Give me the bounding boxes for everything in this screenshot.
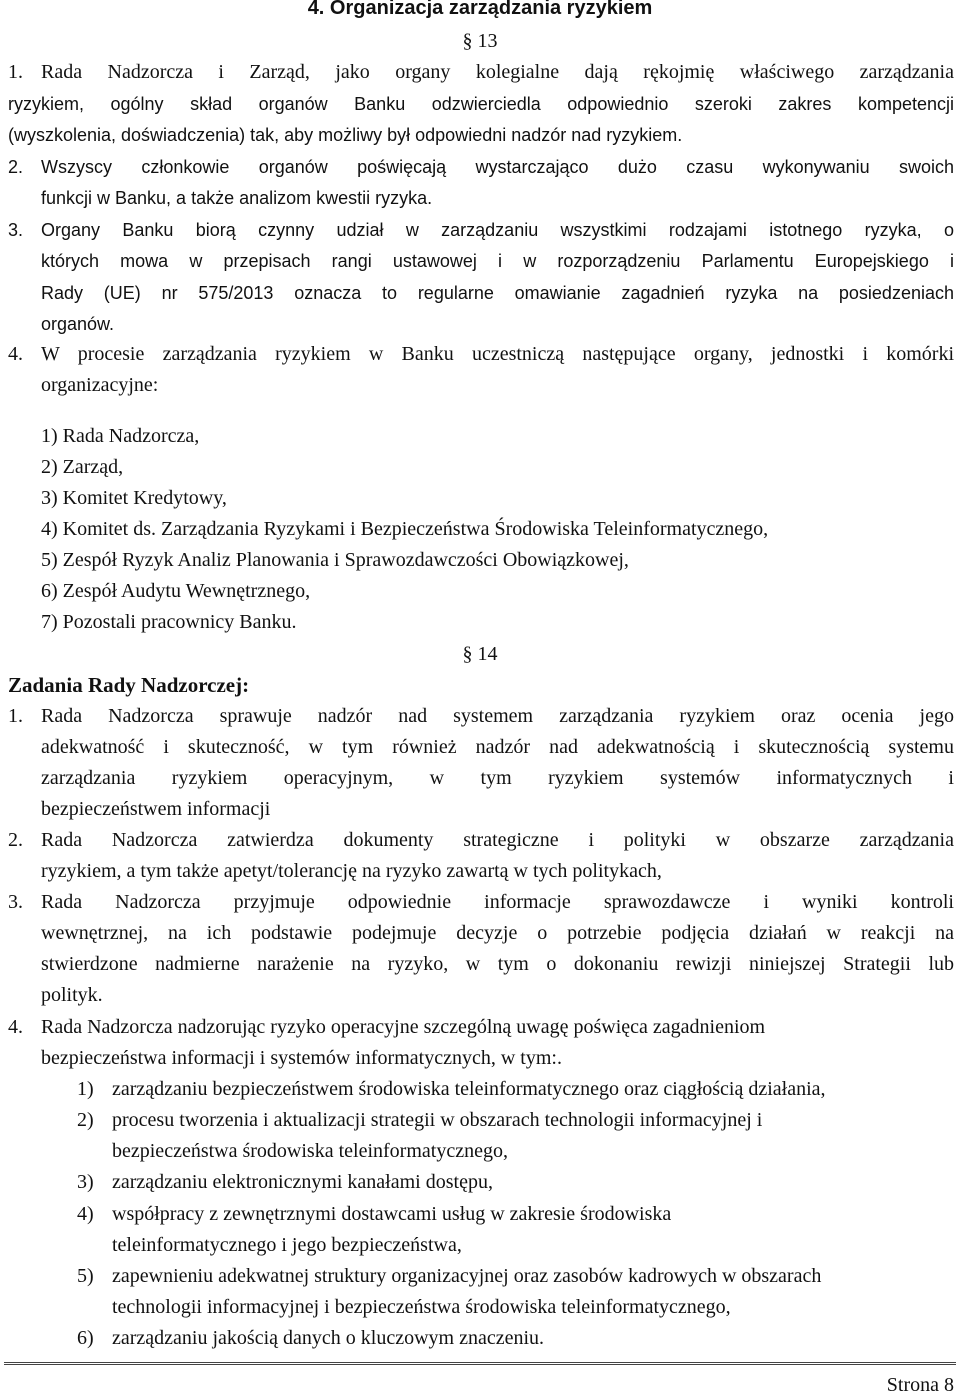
sublist-number: 5) xyxy=(77,1265,94,1287)
sublist-item: zapewnieniu adekwatnej struktury organizacyjnej oraz zasobów kadrowych w obszarach xyxy=(112,1265,822,1287)
page-number-label: Strona 8 xyxy=(886,1374,954,1396)
paragraph-line: adekwatność i skuteczność, w tym również nadzór nad adekwatnością i skutecznością systemu xyxy=(41,736,954,758)
paragraph-line: Rada Nadzorcza zatwierdza dokumenty strategiczne i polityki w obszarze zarządzania xyxy=(41,829,954,851)
paragraph-line: Rada Nadzorcza i Zarząd, jako organy kolegialne dają rękojmię właściwego zarządzania xyxy=(41,61,954,83)
list-item: 2) Zarząd, xyxy=(41,456,124,478)
sublist-item: zarządzaniu elektronicznymi kanałami dostępu, xyxy=(112,1171,493,1193)
list-item: 7) Pozostali pracownicy Banku. xyxy=(41,611,297,633)
paragraph-line: zarządzania ryzykiem operacyjnym, w tym ryzykiem systemów informatycznych i xyxy=(41,767,954,789)
sublist-item: technologii informacyjnej i bezpieczeństwa środowiska teleinformatycznego, xyxy=(112,1296,731,1318)
sublist-item: zarządzaniu jakością danych o kluczowym znaczeniu. xyxy=(112,1327,545,1349)
paragraph-number: 1. xyxy=(8,705,23,727)
page-title: 4. Organizacja zarządzania ryzykiem xyxy=(307,0,653,19)
section-number-13: § 13 xyxy=(462,30,498,52)
paragraph-number: 2. xyxy=(8,829,23,851)
list-item: 1) Rada Nadzorcza, xyxy=(41,425,200,447)
sublist-number: 6) xyxy=(77,1327,94,1349)
sublist-item: teleinformatycznego i jego bezpieczeństwa, xyxy=(112,1234,462,1256)
sublist-number: 3) xyxy=(77,1171,94,1193)
paragraph-line: stwierdzone nadmierne narażenie na ryzyko, w tym o dokonaniu rewizji niniejszej Strategii lub xyxy=(41,953,954,975)
paragraph-line: Rada Nadzorcza sprawuje nadzór nad systemem zarządzania ryzykiem oraz ocenia jego xyxy=(41,705,954,727)
paragraph-number: 2. xyxy=(8,157,24,177)
paragraph-line: organów. xyxy=(41,314,115,334)
paragraph-line: funkcji w Banku, a także analizom kwestii ryzyka. xyxy=(41,188,433,208)
paragraph-number: 4. xyxy=(8,1016,23,1038)
list-item: 4) Komitet ds. Zarządzania Ryzykami i Bezpieczeństwa Środowiska Teleinformatycznego, xyxy=(41,518,769,540)
paragraph-line: ryzykiem, a tym także apetyt/tolerancję na ryzyko zawartą w tych politykach, xyxy=(41,860,662,882)
paragraph-line: bezpieczeństwa informacji i systemów informatycznych, w tym:. xyxy=(41,1047,562,1069)
paragraph-line: polityk. xyxy=(41,984,103,1006)
paragraph-line: ryzykiem, ogólny skład organów Banku odzwierciedla odpowiednio szeroki zakres kompetencji xyxy=(8,94,954,114)
sublist-number: 1) xyxy=(77,1078,94,1100)
paragraph-line: organizacyjne: xyxy=(41,374,159,396)
section-number-14: § 14 xyxy=(462,643,498,665)
sublist-number: 2) xyxy=(77,1109,94,1131)
paragraph-line: których mowa w przepisach rangi ustawowej i w rozporządzeniu Parlamentu Europejskiego i xyxy=(41,251,954,271)
sublist-item: procesu tworzenia i aktualizacji strategii w obszarach technologii informacyjnej i xyxy=(112,1109,763,1131)
paragraph-number: 4. xyxy=(8,343,23,365)
paragraph-line: Rady (UE) nr 575/2013 oznacza to regularne omawianie zagadnień ryzyka na posiedzeniach xyxy=(41,283,954,303)
paragraph-number: 1. xyxy=(8,61,23,83)
section-heading: Zadania Rady Nadzorczej: xyxy=(8,673,250,697)
paragraph-line: bezpieczeństwem informacji xyxy=(41,798,271,820)
paragraph-line: W procesie zarządzania ryzykiem w Banku uczestniczą następujące organy, jednostki i komórki xyxy=(41,343,954,365)
footer-rule xyxy=(4,1362,956,1365)
paragraph-line: Rada Nadzorcza nadzorując ryzyko operacyjne szczególną uwagę poświęca zagadnieniom xyxy=(41,1016,766,1038)
paragraph-line: wewnętrznej, na ich podstawie podejmuje decyzje o potrzebie podjęcia działań w reakcji na xyxy=(41,922,954,944)
paragraph-line: (wyszkolenia, doświadczenia) tak, aby możliwy był odpowiedni nadzór nad ryzykiem. xyxy=(8,125,683,145)
list-item: 5) Zespół Ryzyk Analiz Planowania i Sprawozdawczości Obowiązkowej, xyxy=(41,549,629,571)
list-item: 3) Komitet Kredytowy, xyxy=(41,487,227,509)
paragraph-number: 3. xyxy=(8,220,24,240)
paragraph-line: Rada Nadzorcza przyjmuje odpowiednie informacje sprawozdawcze i wyniki kontroli xyxy=(41,891,954,913)
sublist-item: współpracy z zewnętrznymi dostawcami usług w zakresie środowiska xyxy=(112,1203,672,1225)
paragraph-line: Organy Banku biorą czynny udział w zarządzaniu wszystkimi rodzajami istotnego ryzyka, o xyxy=(41,220,954,240)
sublist-number: 4) xyxy=(77,1203,94,1225)
paragraph-number: 3. xyxy=(8,891,23,913)
sublist-item: bezpieczeństwa środowiska teleinformatycznego, xyxy=(112,1140,508,1162)
paragraph-line: Wszyscy członkowie organów poświęcają wystarczająco dużo czasu wykonywaniu swoich xyxy=(41,157,954,177)
sublist-item: zarządzaniu bezpieczeństwem środowiska teleinformatycznego oraz ciągłością działania, xyxy=(112,1078,826,1100)
list-item: 6) Zespół Audytu Wewnętrznego, xyxy=(41,580,311,602)
